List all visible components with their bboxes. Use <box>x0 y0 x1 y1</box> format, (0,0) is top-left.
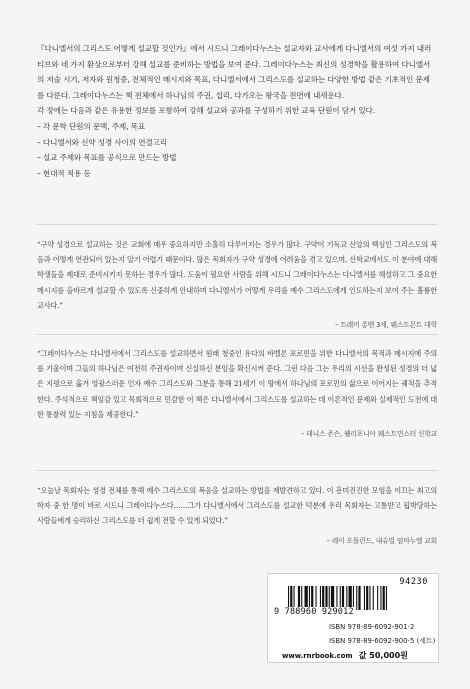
feature-list <box>37 119 437 181</box>
feature-item: – 각 문학 단원의 문맥, 주제, 목표 <box>37 121 145 131</box>
barcode-bar <box>366 586 368 610</box>
endorsement-1 <box>37 237 437 333</box>
endorsement-attribution: – 트레머 롱맨 3세, 웨스트몬트 대학 <box>335 321 437 330</box>
barcode-digits: 9 788960 929012 <box>274 607 354 617</box>
barcode-addon-digits: 94230 <box>399 577 428 587</box>
barcode-bar <box>364 586 365 610</box>
barcode-bar <box>373 586 374 610</box>
divider <box>37 470 437 471</box>
barcode-panel <box>267 573 439 663</box>
barcode-bar <box>356 586 357 610</box>
barcode-bar <box>386 586 387 610</box>
barcode-bar <box>358 586 360 610</box>
description-lead: 각 장에는 다음과 같은 유용한 정보를 포함하여 강해 설교와 공과를 구성하기 위한 교육 단원이 담겨 있다. <box>37 106 376 116</box>
publisher-website: www.rnrbook.com <box>282 652 353 660</box>
price: 값 50,000원 <box>358 651 408 660</box>
endorsement-3 <box>37 483 437 549</box>
description-paragraph: 『다니엘서의 그리스도 어떻게 설교할 것인가』에서 시드니 그레이다누스는 설교자와 교사에게 다니엘서의 여섯 가지 내러티브와 네 가지 환상으로부터 강해 설교를 준비하는 방법을 보여 준다. 그레이다누스는 최신의 성경학을 활용하여 다니엘서의 저술 시기, 저자와 원청중, 전체적인 메시지와 목표, 다니엘서에서 그리스도를 설교하는 다양한 방법 같은 기초적인 문제를 다룬다. 그레이다누스는 책 전체에서 하나님의 주권, 섭리, 다가오는 왕국을 전면에 내세운다. <box>37 44 432 100</box>
isbn-line: ISBN 978-89-6092-901-2 <box>329 623 415 631</box>
endorsement-2 <box>37 346 437 442</box>
endorsement-text: “구약 성경으로 설교하는 것은 교회에 매우 중요하지만 소홀히 다루어지는 경우가 많다. 구약이 기독교 신앙의 핵심인 그리스도의 복음과 어떻게 연관되어 있는지 알기 어렵기 때문이다. 많은 목회자가 구약 성경에 어려움을 겪고 있으며, 신학교에서도 이 분야에 대해 학생들을 제대로 준비시키지 못하는 경우가 많다. 도움이 필요한 사람을 위해 시드니 그레이다누스는 다니엘서를 해설하고 그 중요한 메시지를 올바르게 설교할 수 있도록 신중하게 안내하며 다니엘서가 어떻게 우리를 예수 그리스도에게 인도하는지 보여 주는 훌륭한 교사다.” <box>37 240 437 310</box>
endorsement-text: “그레이다누스는 다니엘서에서 그리스도를 설교하면서 원래 청중인 유다의 바벨론 포로민을 위한 다니엘서의 목적과 메시지에 주의를 기울이며 그들의 하나님은 여전히 주권자이며 신실하신 분임을 확신시켜 준다. 그런 다음 그는 우리의 시선을 완성된 성경의 더 넓은 지평으로 옮겨 영광스러운 인자 예수 그리스도와 그분을 통해 21세기 이 땅에서 하나님의 포로민의 삶으로 이어지는 궤적을 추적한다. 주석적으로 책임감 있고 목회적으로 민감한 이 책은 다니엘서에서 그리스도를 설교하는 데 이론적인 문제와 실제적인 도전에 대한 통찰력 있는 지침을 제공한다.” <box>37 349 437 419</box>
divider <box>37 224 437 225</box>
barcode-bar <box>383 586 385 610</box>
divider <box>37 334 437 335</box>
isbn-set-line: ISBN 978-89-6092-900-5 (세트) <box>329 637 436 645</box>
publisher-line <box>282 650 408 661</box>
barcode-bar <box>369 586 370 610</box>
feature-item: – 다니엘서와 신약 성경 사이의 연결고리 <box>37 137 167 147</box>
endorsement-text: “오늘날 목회자는 성경 전체를 통해 예수 그리스도의 복음을 설교하는 방법을 재발견하고 있다. 이 흥미진진한 모험을 이끄는 최고의 학자 중 한 명이 바로 시드니 그레이다누스다……그가 다니엘서에서 그리스도를 설교한 덕분에 우리 목회자는 고통받고 핍박당하는 사람들에게 승리하신 그리스도를 더 쉽게 전할 수 있게 되었다.” <box>37 486 437 526</box>
feature-item: – 설교 주제와 목표를 공식으로 만드는 방법 <box>37 153 177 163</box>
endorsement-attribution: – 레이 오틀런드, 내슈빌 임마누엘 교회 <box>326 536 437 545</box>
barcode-bar <box>380 586 381 610</box>
barcode-bar <box>377 586 378 610</box>
feature-item: – 현대적 적용 등 <box>37 168 91 178</box>
book-description <box>37 41 437 181</box>
endorsement-attribution: – 데니스 존슨, 웰리포니아 웨스트민스터 신학교 <box>301 430 437 439</box>
